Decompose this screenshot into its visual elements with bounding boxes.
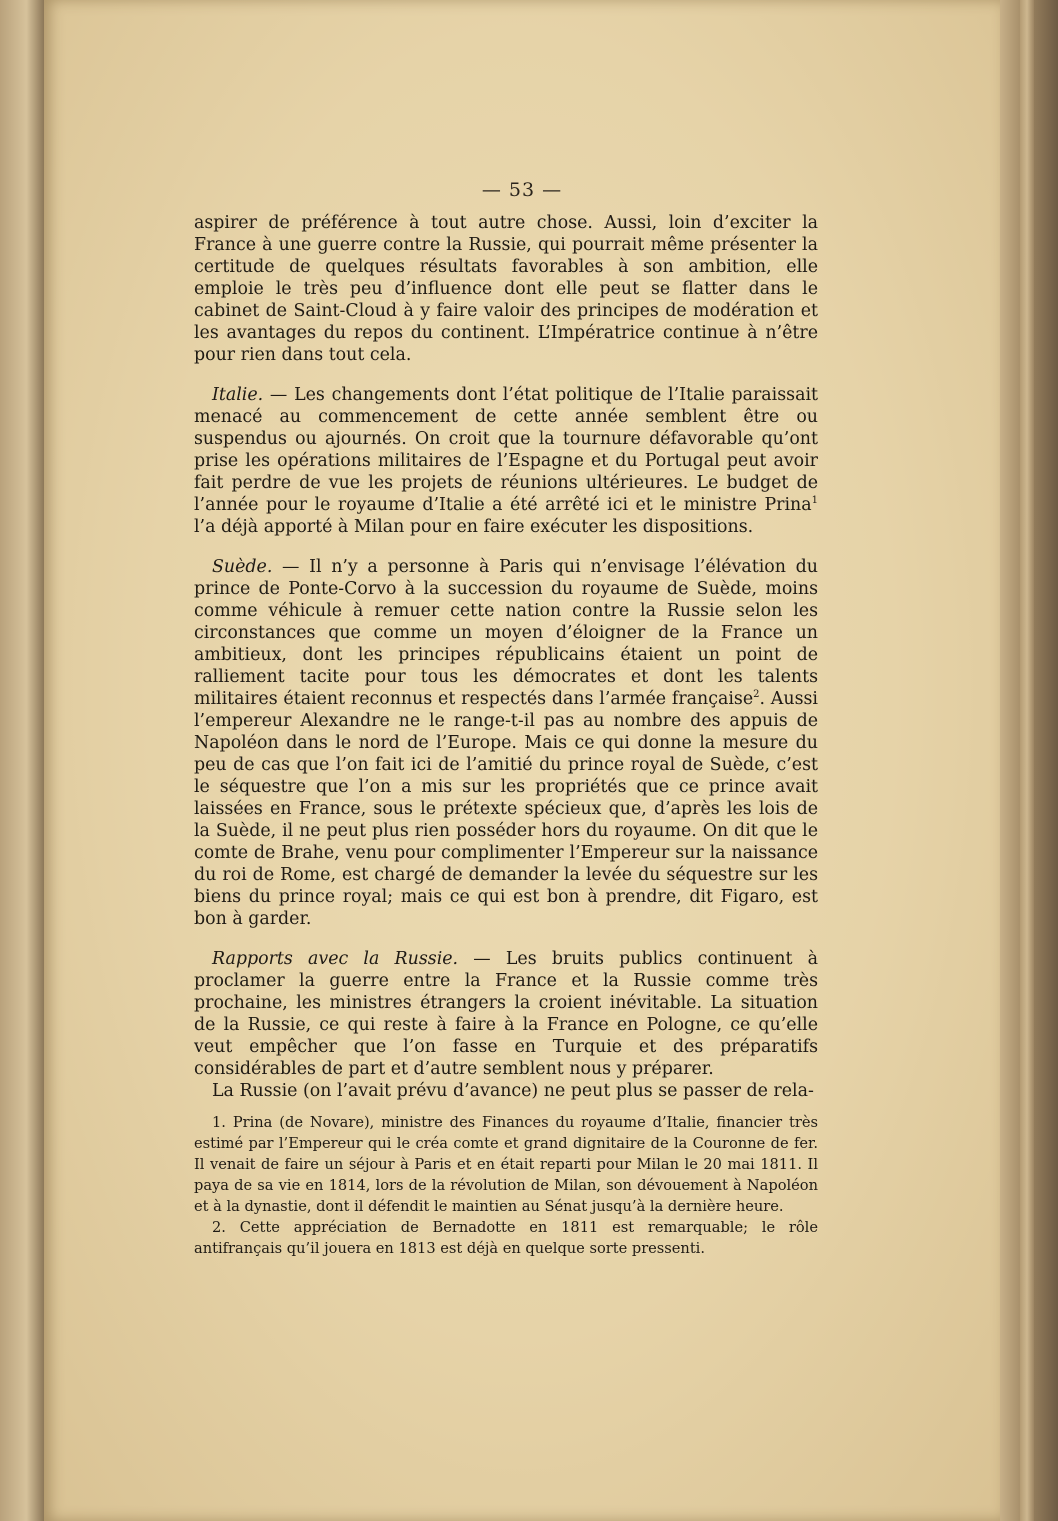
paragraph-italie: [194, 384, 818, 538]
footnote-1: 1. Prina (de Novare), ministre des Finances du royaume d’Italie, financier très estimé par l’Empereur qui le créa comte et grand dignitaire de la Couronne de fer. Il venait de faire un séjour à Paris et en était reparti pour Milan le 20 mai 1811. Il paya de sa vie en 1814, lors de la révolution de Milan, son dévouement à Napoléon et à la dynastie, dont il défendit le maintien au Sénat jusqu’à la dernière heure.: [194, 1114, 818, 1215]
footnote-ref-2: 2: [753, 689, 760, 701]
page-number: — 53 —: [481, 179, 563, 201]
section-heading-suede: Suède.: [212, 557, 273, 577]
section-heading-italie: Italie.: [212, 385, 264, 405]
book-page: [44, 0, 1000, 1521]
paragraph-russie: [194, 948, 818, 1080]
italie-text-tail: l’a déjà apporté à Milan pour en faire exécuter les dispositions.: [194, 517, 754, 537]
footnote-ref-1: 1: [811, 495, 818, 507]
paragraph-suede: [194, 556, 818, 930]
paragraph-last-line: La Russie (on l’avait prévu d’avance) ne peut plus se passer de rela-: [212, 1081, 814, 1101]
suede-text-tail: . Aussi l’empereur Alexandre ne le range-t-il pas au nombre des appuis de Napoléon dans le nord de l’Europe. Mais ce qui donne la mesure du peu de cas que l’on fait ici de l’amitié du prince royal de Suède, c’est le séquestre que l’on a mis sur les propriétés que ce prince avait laissées en France, sous le prétexte spécieux que, d’après les lois de la Suède, il ne peut plus rien posséder hors du royaume. On dit que le comte de Brahe, venu pour complimenter l’Empereur sur la naissance du roi de Rome, est chargé de demander la levée du séquestre sur les biens du prince royal; mais ce qui est bon à prendre, dit Figaro, est bon à garder.: [194, 689, 818, 929]
footnote-2: 2. Cette appréciation de Bernadotte en 1811 est remarquable; le rôle antifrançais qu’il jouera en 1813 est déjà en quelque sorte pressenti.: [194, 1219, 818, 1257]
italie-text: — Les changements dont l’état politique de l’Italie paraissait menacé au commencement de cette année semblent être ou suspendus ou ajournés. On croit que la tournure défavorable qu’ont prise les opérations militaires de l’Espagne et du Portugal peut avoir fait perdre de vue les projets de réunions ultérieures. Le budget de l’année pour le royaume d’Italie a été arrêté ici et le ministre Prina: [194, 385, 818, 515]
page-stack-edge: [1020, 0, 1034, 1521]
previous-page-edge: [0, 0, 44, 1521]
paragraph-intro: aspirer de préférence à tout autre chose. Aussi, loin d’exciter la France à une guerre contre la Russie, qui pourrait même présenter la certitude de quelques résultats favorables à son ambition, elle emploie le très peu d’influence dont elle peut se flatter dans le cabinet de Saint-Cloud à y faire valoir des principes de modération et les avantages du repos du continent. L’Impératrice continue à n’être pour rien dans tout cela.: [194, 213, 818, 365]
russie-text: — Les bruits publics continuent à proclamer la guerre entre la France et la Russie comme très prochaine, les ministres étrangers la croient inévitable. La situation de la Russie, ce qui reste à faire à la France en Pologne, ce qu’elle veut empêcher que l’on fasse en Turquie et des préparatifs considérables de part et d’autre semblent nous y préparer.: [194, 949, 818, 1079]
body-text: [194, 212, 818, 1102]
footnotes: [194, 1112, 818, 1259]
section-heading-russie: Rapports avec la Russie.: [212, 949, 459, 969]
suede-text: — Il n’y a personne à Paris qui n’envisage l’élévation du prince de Ponte-Corvo à la succession du royaume de Suède, moins comme véhicule à remuer cette nation contre la Russie selon les circonstances que comme un moyen d’éloigner de la France un ambitieux, dont les principes républicains étaient un point de ralliement tacite pour tous les démocrates et dont les talents militaires étaient reconnus et respectés dans l’armée française: [194, 557, 818, 709]
